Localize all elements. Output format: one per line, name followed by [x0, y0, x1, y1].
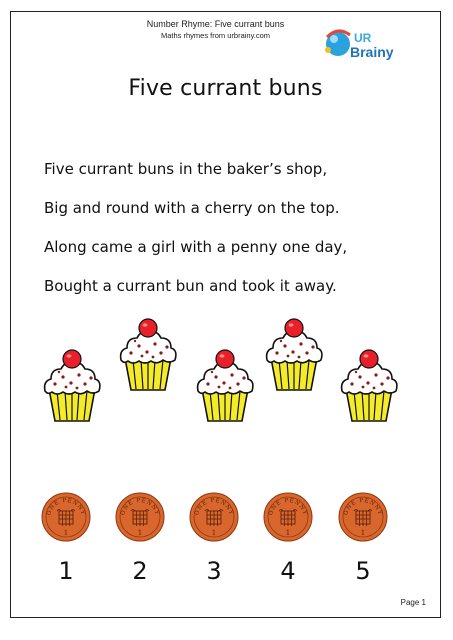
- rhyme-line: Along came a girl with a penny one day,: [44, 238, 348, 256]
- count-number: 3: [206, 557, 222, 585]
- cupcake-row: [11, 312, 442, 422]
- penny-coin-icon: [41, 492, 91, 542]
- header-subtitle: Maths rhymes from urbrainy.com: [160, 31, 271, 40]
- urbrainy-logo: [324, 24, 404, 64]
- count-number: 1: [58, 557, 74, 585]
- page-title: Five currant buns: [128, 76, 323, 101]
- cupcake-icon: [194, 347, 256, 423]
- header-title: Number Rhyme: Five currant buns: [146, 19, 285, 29]
- rhyme-line: Bought a currant bun and took it away.: [44, 277, 337, 295]
- worksheet-page: [10, 11, 441, 618]
- rhyme-line: Big and round with a cherry on the top.: [44, 199, 340, 217]
- penny-coin-icon: [115, 492, 165, 542]
- rhyme-text: [44, 150, 347, 306]
- count-number: 5: [355, 557, 371, 585]
- count-number: 4: [280, 557, 296, 585]
- cupcake-icon: [117, 316, 179, 392]
- count-number: 2: [132, 557, 148, 585]
- page-number: Page 1: [400, 598, 426, 607]
- penny-row: [11, 492, 442, 552]
- penny-coin-icon: [338, 492, 388, 542]
- logo-word-brainy: Brainy: [350, 44, 394, 60]
- number-row: [11, 557, 442, 597]
- cupcake-icon: [263, 316, 325, 392]
- cupcake-icon: [41, 347, 103, 423]
- cupcake-icon: [338, 347, 400, 423]
- penny-coin-icon: [263, 492, 313, 542]
- logo-word-ur: UR: [354, 31, 372, 45]
- penny-coin-icon: [189, 492, 239, 542]
- rhyme-line: Five currant buns in the baker’s shop,: [44, 160, 328, 178]
